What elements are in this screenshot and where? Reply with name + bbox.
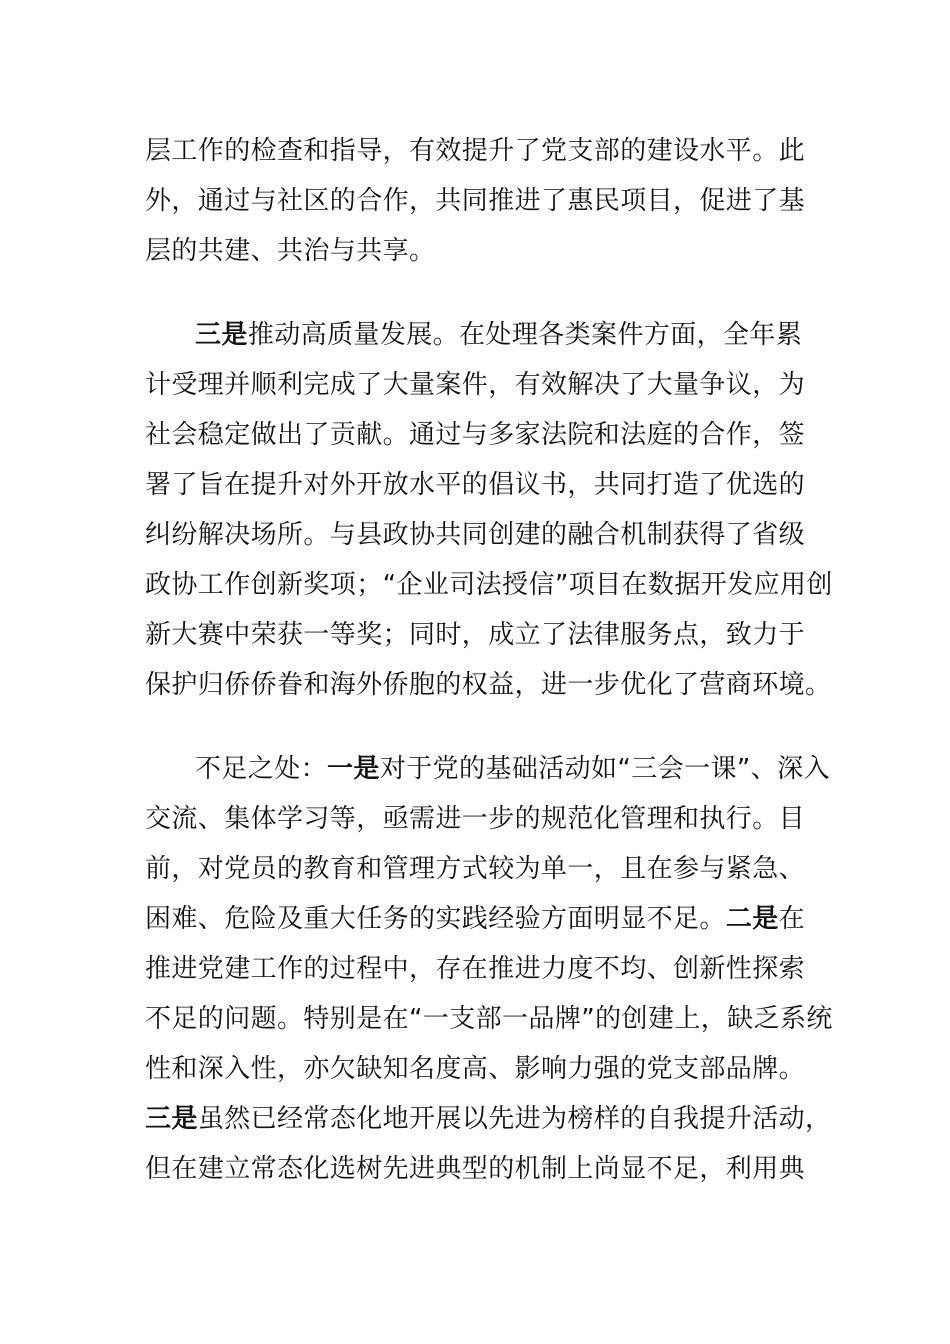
paragraph-3-line-8-text: 虽然已经常态化地开展以先进为榜样的自我提升活动， <box>197 1104 832 1134</box>
paragraph-3-line-4-end: 在 <box>778 904 806 934</box>
paragraph-3-point-3-bold: 三是 <box>145 1104 198 1134</box>
paragraph-2-line-6: 政协工作创新奖项；“企业司法授信”项目在数据开发应用创 <box>145 570 833 600</box>
paragraph-1-line-3: 层的共建、共治与共享。 <box>145 236 436 266</box>
paragraph-2-lead-bold: 三是 <box>195 320 248 350</box>
paragraph-2-line-7: 新大赛中荣获一等奖；同时，成立了法律服务点，致力于 <box>145 620 806 650</box>
paragraph-3-line-1 <box>195 749 865 789</box>
paragraph-3-line-9: 但在建立常态化选树先进典型的机制上尚显不足，利用典 <box>145 1154 806 1184</box>
paragraph-2-line-1 <box>195 315 865 355</box>
paragraph-3-line-4 <box>145 899 815 939</box>
paragraph-2-line-4: 署了旨在提升对外开放水平的倡议书，共同打造了优选的 <box>145 470 806 500</box>
paragraph-2-line-1-text: 推动高质量发展。在处理各类案件方面，全年累 <box>247 320 803 350</box>
shortcomings-label: 不足之处： <box>195 754 328 784</box>
paragraph-3-line-7: 性和深入性，亦欠缺知名度高、影响力强的党支部品牌。 <box>145 1054 806 1084</box>
paragraph-3-line-6: 不足的问题。特别是在“一支部一品牌”的创建上，缺乏系统 <box>145 1004 833 1034</box>
paragraph-3-point-1-bold: 一是 <box>327 754 380 784</box>
paragraph-3-point-2-bold: 二是 <box>725 904 779 934</box>
paragraph-3-line-5: 推进党建工作的过程中，存在推进力度不均、创新性探索 <box>145 954 806 984</box>
paragraph-2-line-8: 保护归侨侨眷和海外侨胞的权益，进一步优化了营商环境。 <box>145 670 832 700</box>
paragraph-2-line-5: 纠纷解决场所。与县政协共同创建的融合机制获得了省级 <box>145 520 806 550</box>
paragraph-1-line-2: 外，通过与社区的合作，共同推进了惠民项目，促进了基 <box>145 186 806 216</box>
paragraph-2-line-2: 计受理并顺利完成了大量案件，有效解决了大量争议，为 <box>145 370 806 400</box>
paragraph-3-line-1-text: 对于党的基础活动如“三会一课”、深入 <box>379 754 830 784</box>
paragraph-3-line-8 <box>145 1099 832 1139</box>
paragraph-3-line-3: 前，对党员的教育和管理方式较为单一，且在参与紧急、 <box>145 854 806 884</box>
paragraph-2-line-3: 社会稳定做出了贡献。通过与多家法院和法庭的合作，签 <box>145 420 806 450</box>
paragraph-1-line-1: 层工作的检查和指导，有效提升了党支部的建设水平。此 <box>145 136 806 166</box>
paragraph-3-line-4-text: 困难、危险及重大任务的实践经验方面明显不足。 <box>145 904 726 934</box>
paragraph-3-line-2: 交流、集体学习等，亟需进一步的规范化管理和执行。目 <box>145 804 806 834</box>
